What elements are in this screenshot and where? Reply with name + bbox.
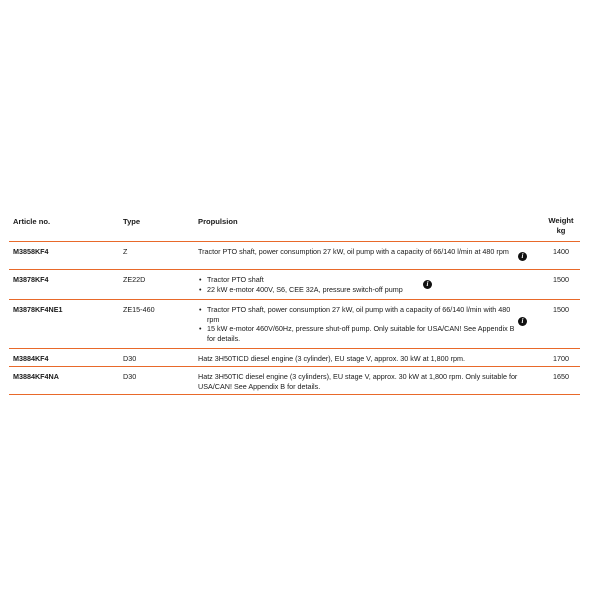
table-header-row [9, 213, 580, 242]
article-number: M3884KF4NA [13, 372, 59, 381]
table-row [9, 349, 580, 367]
propulsion-bullet: • 15 kW e-motor 460V/60Hz, pressure shut-off pump. Only suitable for USA/CAN! See Appendix B for details. [207, 324, 520, 343]
propulsion-text: Hatz 3H50TIC diesel engine (3 cylinders), EU stage V, approx. 30 kW at 1,800 rpm. Only suitable for USA/CAN! See Appendix B for details. [198, 372, 518, 391]
propulsion-list [198, 275, 520, 294]
type-code: ZE22D [123, 275, 146, 284]
header-article: Article no. [13, 217, 51, 226]
header-type: Type [123, 217, 141, 226]
propulsion-text: Tractor PTO shaft, power consumption 27 kW, oil pump with a capacity of 66/140 l/min at 480 rpm [198, 247, 509, 256]
article-number: M3878KF4 [13, 275, 49, 284]
article-number: M3884KF4 [13, 354, 49, 363]
info-icon[interactable]: i [518, 252, 527, 261]
weight-value: 1650 [553, 372, 569, 381]
propulsion-bullet: • Tractor PTO shaft [207, 275, 520, 285]
table-row [9, 242, 580, 270]
table-row [9, 300, 580, 349]
table-row [9, 270, 580, 300]
header-weight-unit: kg [556, 225, 566, 235]
info-icon[interactable]: i [518, 317, 527, 326]
header-weight [541, 216, 581, 235]
header-weight-label: Weight [548, 216, 574, 225]
propulsion-bullet: • 22 kW e-motor 400V, S6, CEE 32A, pressure switch-off pump [207, 285, 520, 295]
article-number: M3858KF4 [13, 247, 49, 256]
weight-value: 1700 [553, 354, 569, 363]
product-table [9, 213, 580, 395]
propulsion-list [198, 305, 520, 343]
article-number: M3878KF4NE1 [13, 305, 63, 314]
weight-value: 1500 [553, 275, 569, 284]
header-propulsion: Propulsion [198, 217, 238, 226]
type-code: D30 [123, 354, 137, 363]
type-code: D30 [123, 372, 137, 381]
weight-value: 1400 [553, 247, 569, 256]
info-icon[interactable]: i [423, 280, 432, 289]
weight-value: 1500 [553, 305, 569, 314]
type-code: Z [123, 247, 128, 256]
propulsion-text: Hatz 3H50TICD diesel engine (3 cylinder), EU stage V, approx. 30 kW at 1,800 rpm. [198, 354, 465, 363]
type-code: ZE15-460 [123, 305, 155, 314]
propulsion-bullet: • Tractor PTO shaft, power consumption 27 kW, oil pump with a capacity of 66/140 l/min with 480 rpm [207, 305, 520, 324]
table-row [9, 367, 580, 395]
